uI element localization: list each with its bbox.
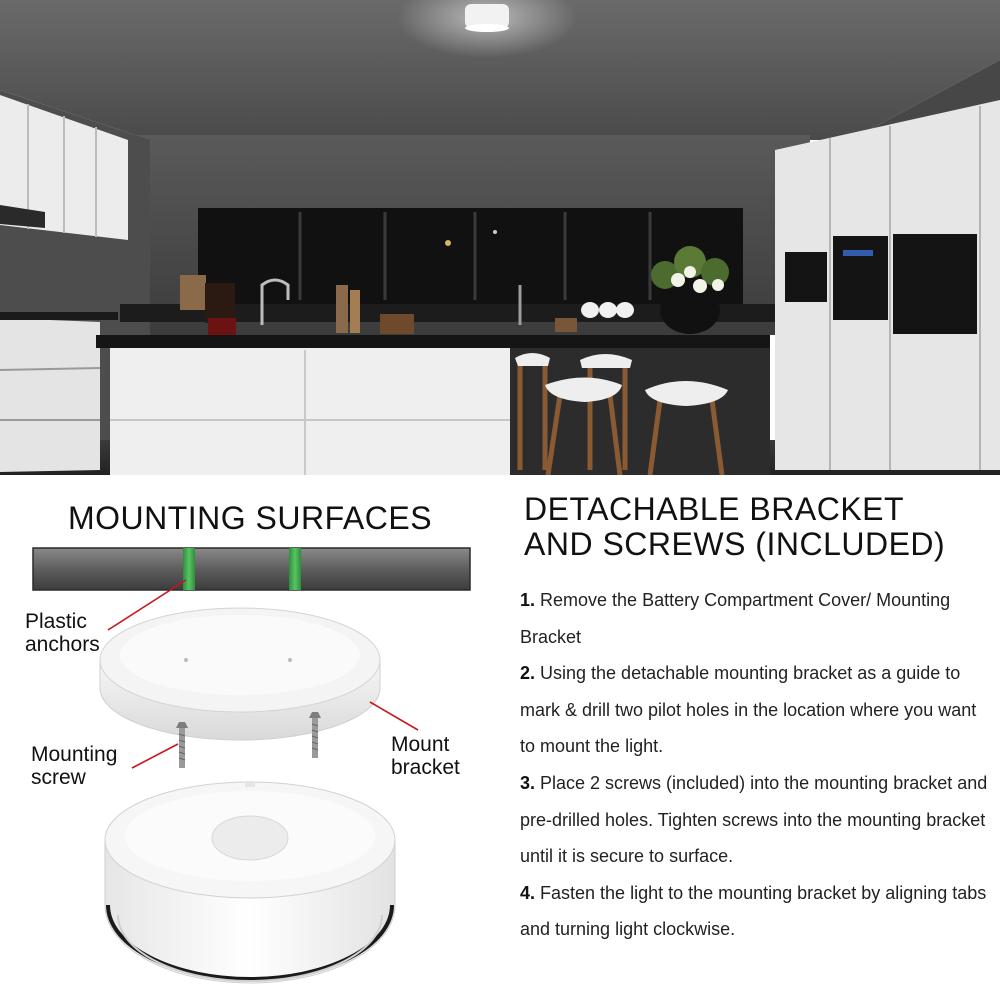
kitchen-photo bbox=[0, 0, 1000, 475]
instruction-step: 3. Place 2 screws (included) into the mounting bracket and pre-drilled holes. Tighten screws into the mounting bracket until it is secure to surface. bbox=[520, 772, 988, 867]
puck-light-icon bbox=[105, 781, 395, 983]
instruction-step: 1. Remove the Battery Compartment Cover/ Mounting Bracket bbox=[520, 590, 951, 647]
ceiling-light-icon bbox=[465, 4, 509, 32]
instruction-step: 2. Using the detachable mounting bracket as a guide to mark & drill two pilot holes in the location where you want to mount the light. bbox=[520, 663, 977, 757]
mounting-surfaces-title: MOUNTING SURFACES bbox=[67, 500, 433, 536]
plastic-anchors-label: Plastic anchors bbox=[25, 610, 100, 656]
instruction-step: 4. Fasten the light to the mounting bracket by aligning tabs and turning light clockwise. bbox=[520, 882, 987, 940]
ceiling-surface bbox=[33, 548, 470, 590]
bracket-screws-title: DETACHABLE BRACKET AND SCREWS (INCLUDED) bbox=[524, 491, 946, 562]
mount-bracket-label: Mount bracket bbox=[391, 733, 460, 779]
instruction-steps bbox=[520, 582, 990, 948]
screw-callout-line bbox=[132, 744, 178, 768]
mount-bracket-icon bbox=[100, 608, 380, 740]
mounting-screw-label: Mounting screw bbox=[31, 743, 118, 789]
bracket-callout-line bbox=[370, 702, 418, 730]
